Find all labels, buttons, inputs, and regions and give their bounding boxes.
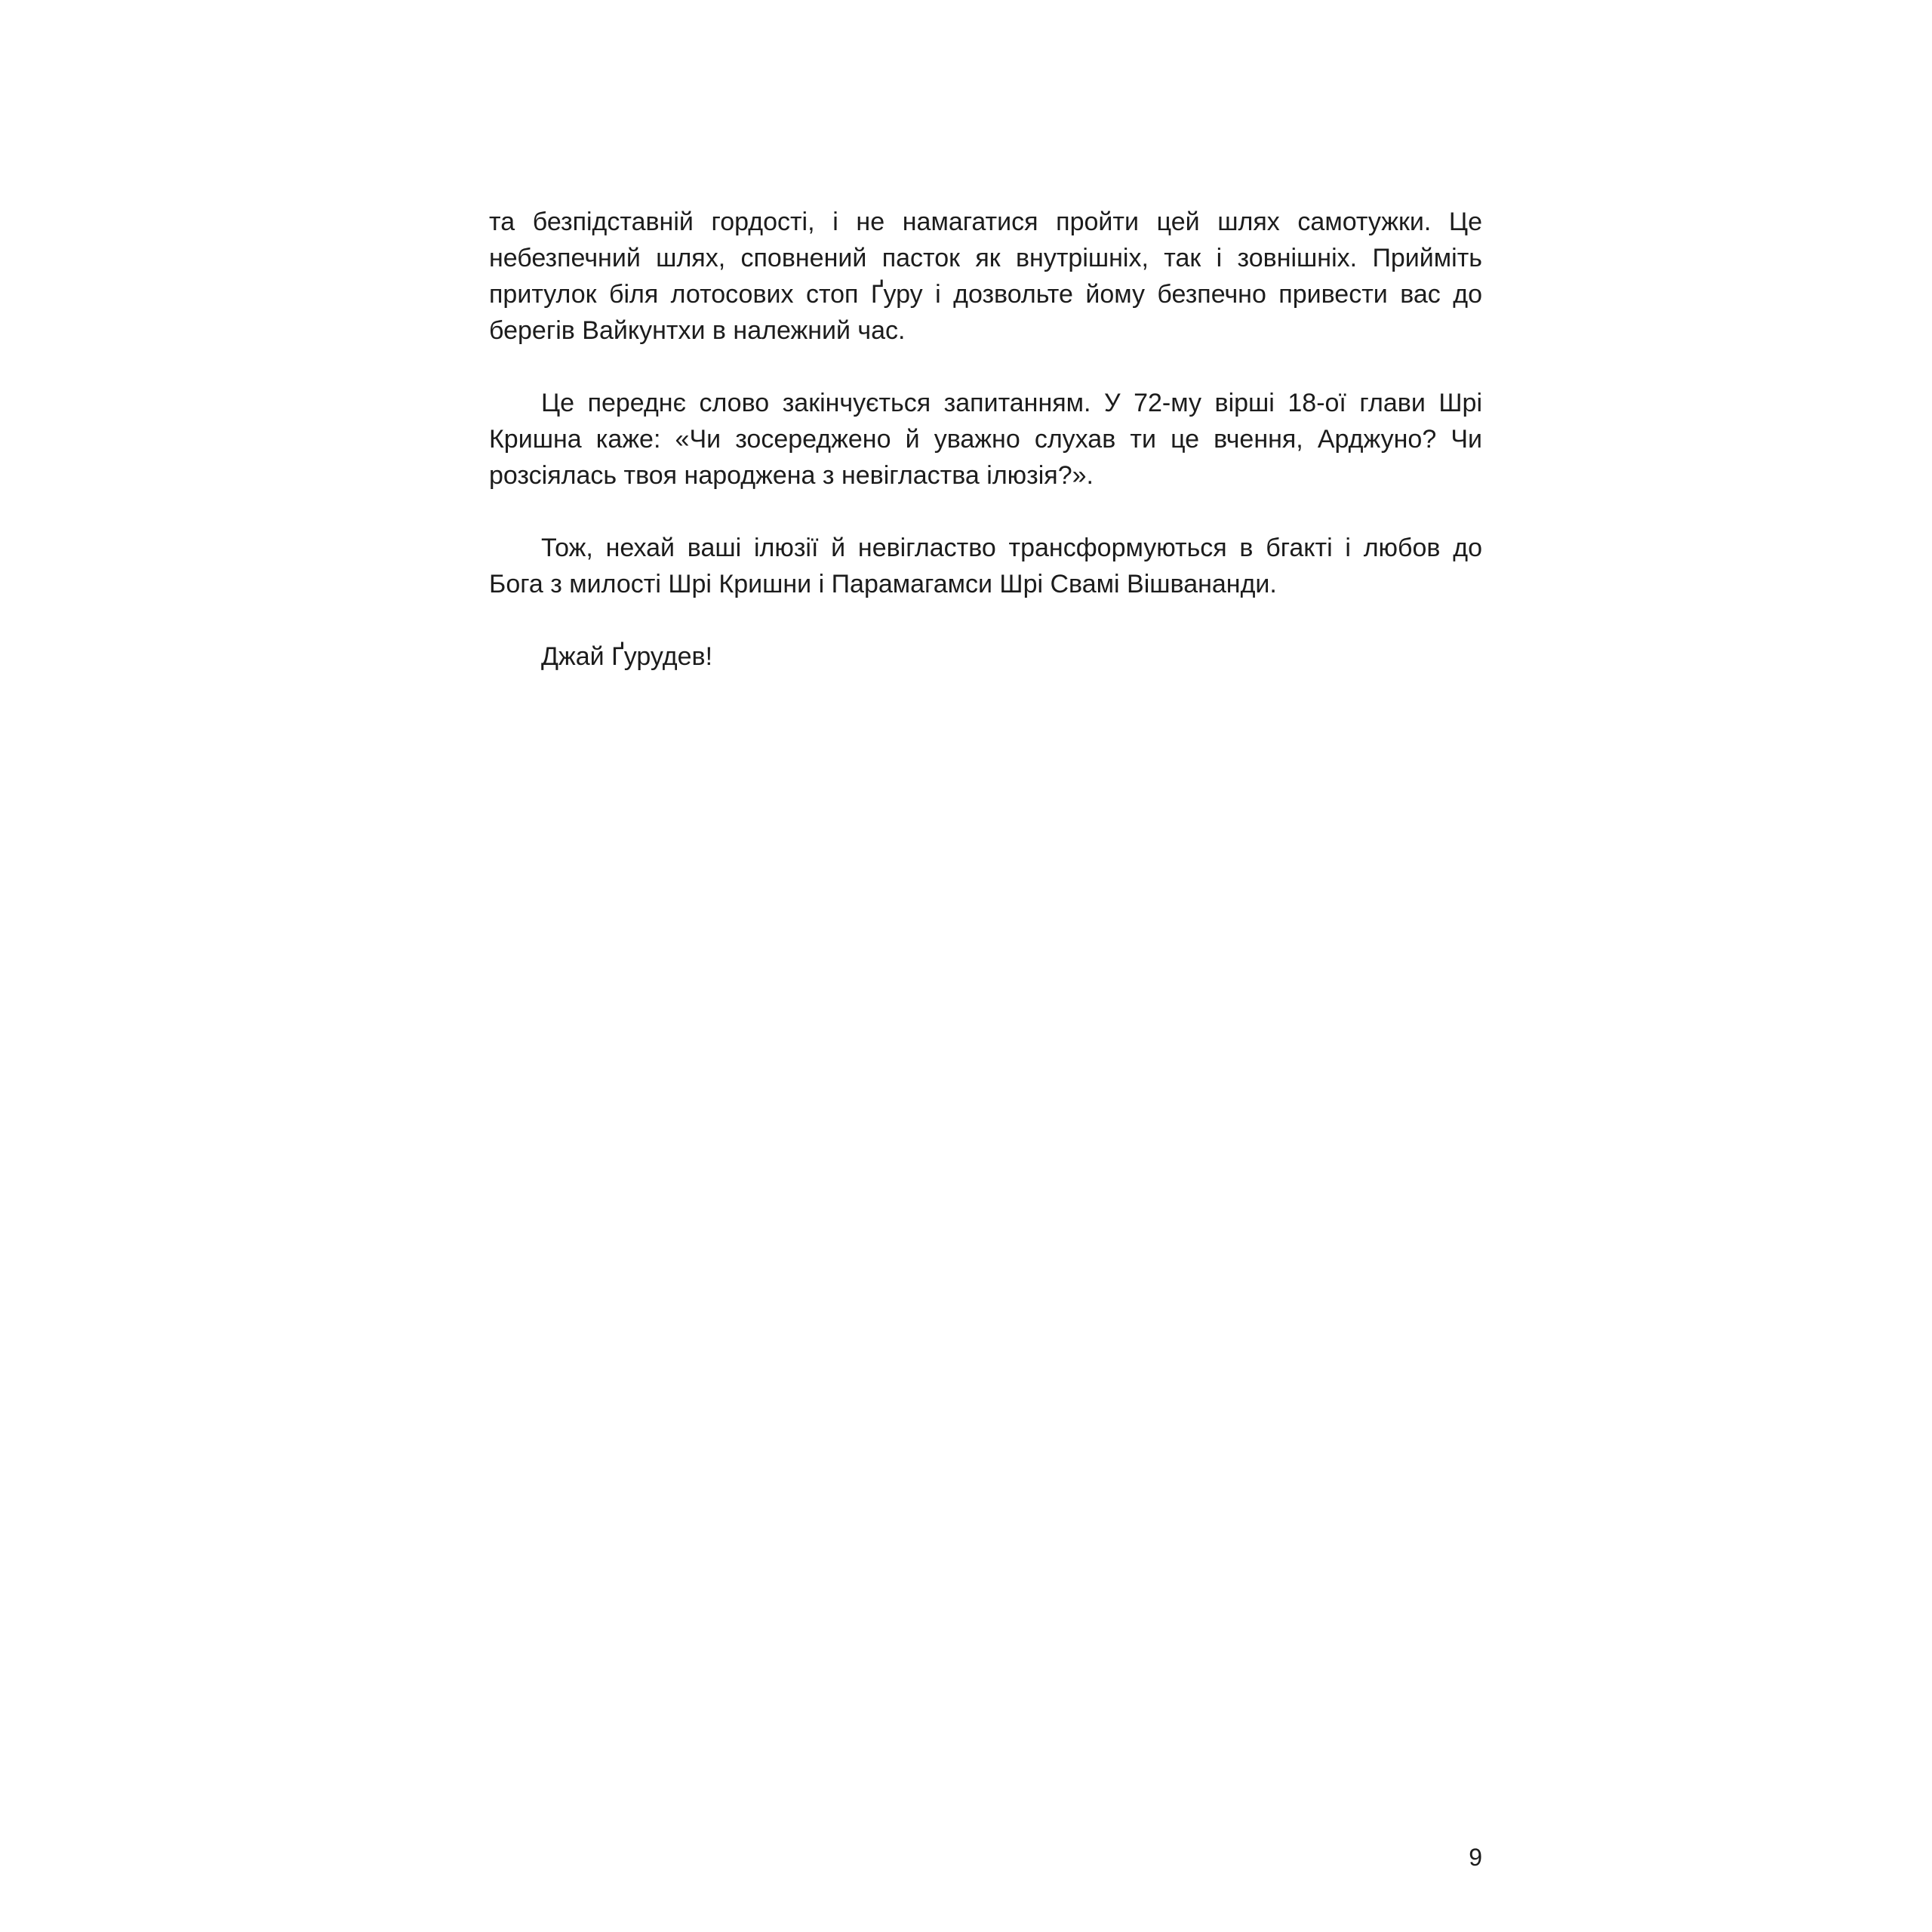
body-text — [489, 204, 1482, 711]
paragraph-continuation: та безпідставній гордості, і не намагатися пройти цей шлях самотужки. Це небезпечний шлях, сповнений пасток як внутрішніх, так і зовнішніх. Прийміть притулок біля лотосових стоп Ґуру і дозвольте йому безпечно привести вас до берегів Вайкунтхи в належний час. — [489, 208, 1482, 345]
paragraph-blessing: Тож, нехай ваші ілюзії й невігластво трансформуються в бгакті і любов до Бога з милості Шрі Кришни і Парамагамси Шрі Свамі Вішвананди. — [489, 534, 1482, 598]
paragraph-closing: Джай Ґурудев! — [541, 642, 713, 671]
paragraph-question: Це переднє слово закінчується запитанням. У 72-му вірші 18-ої глави Шрі Кришна каже: «Чи зосереджено й уважно слухав ти це вчення, Арджуно? Чи розсіялась твоя народжена з невігластва ілюзія?». — [489, 389, 1482, 490]
page-number: 9 — [1469, 1844, 1482, 1871]
